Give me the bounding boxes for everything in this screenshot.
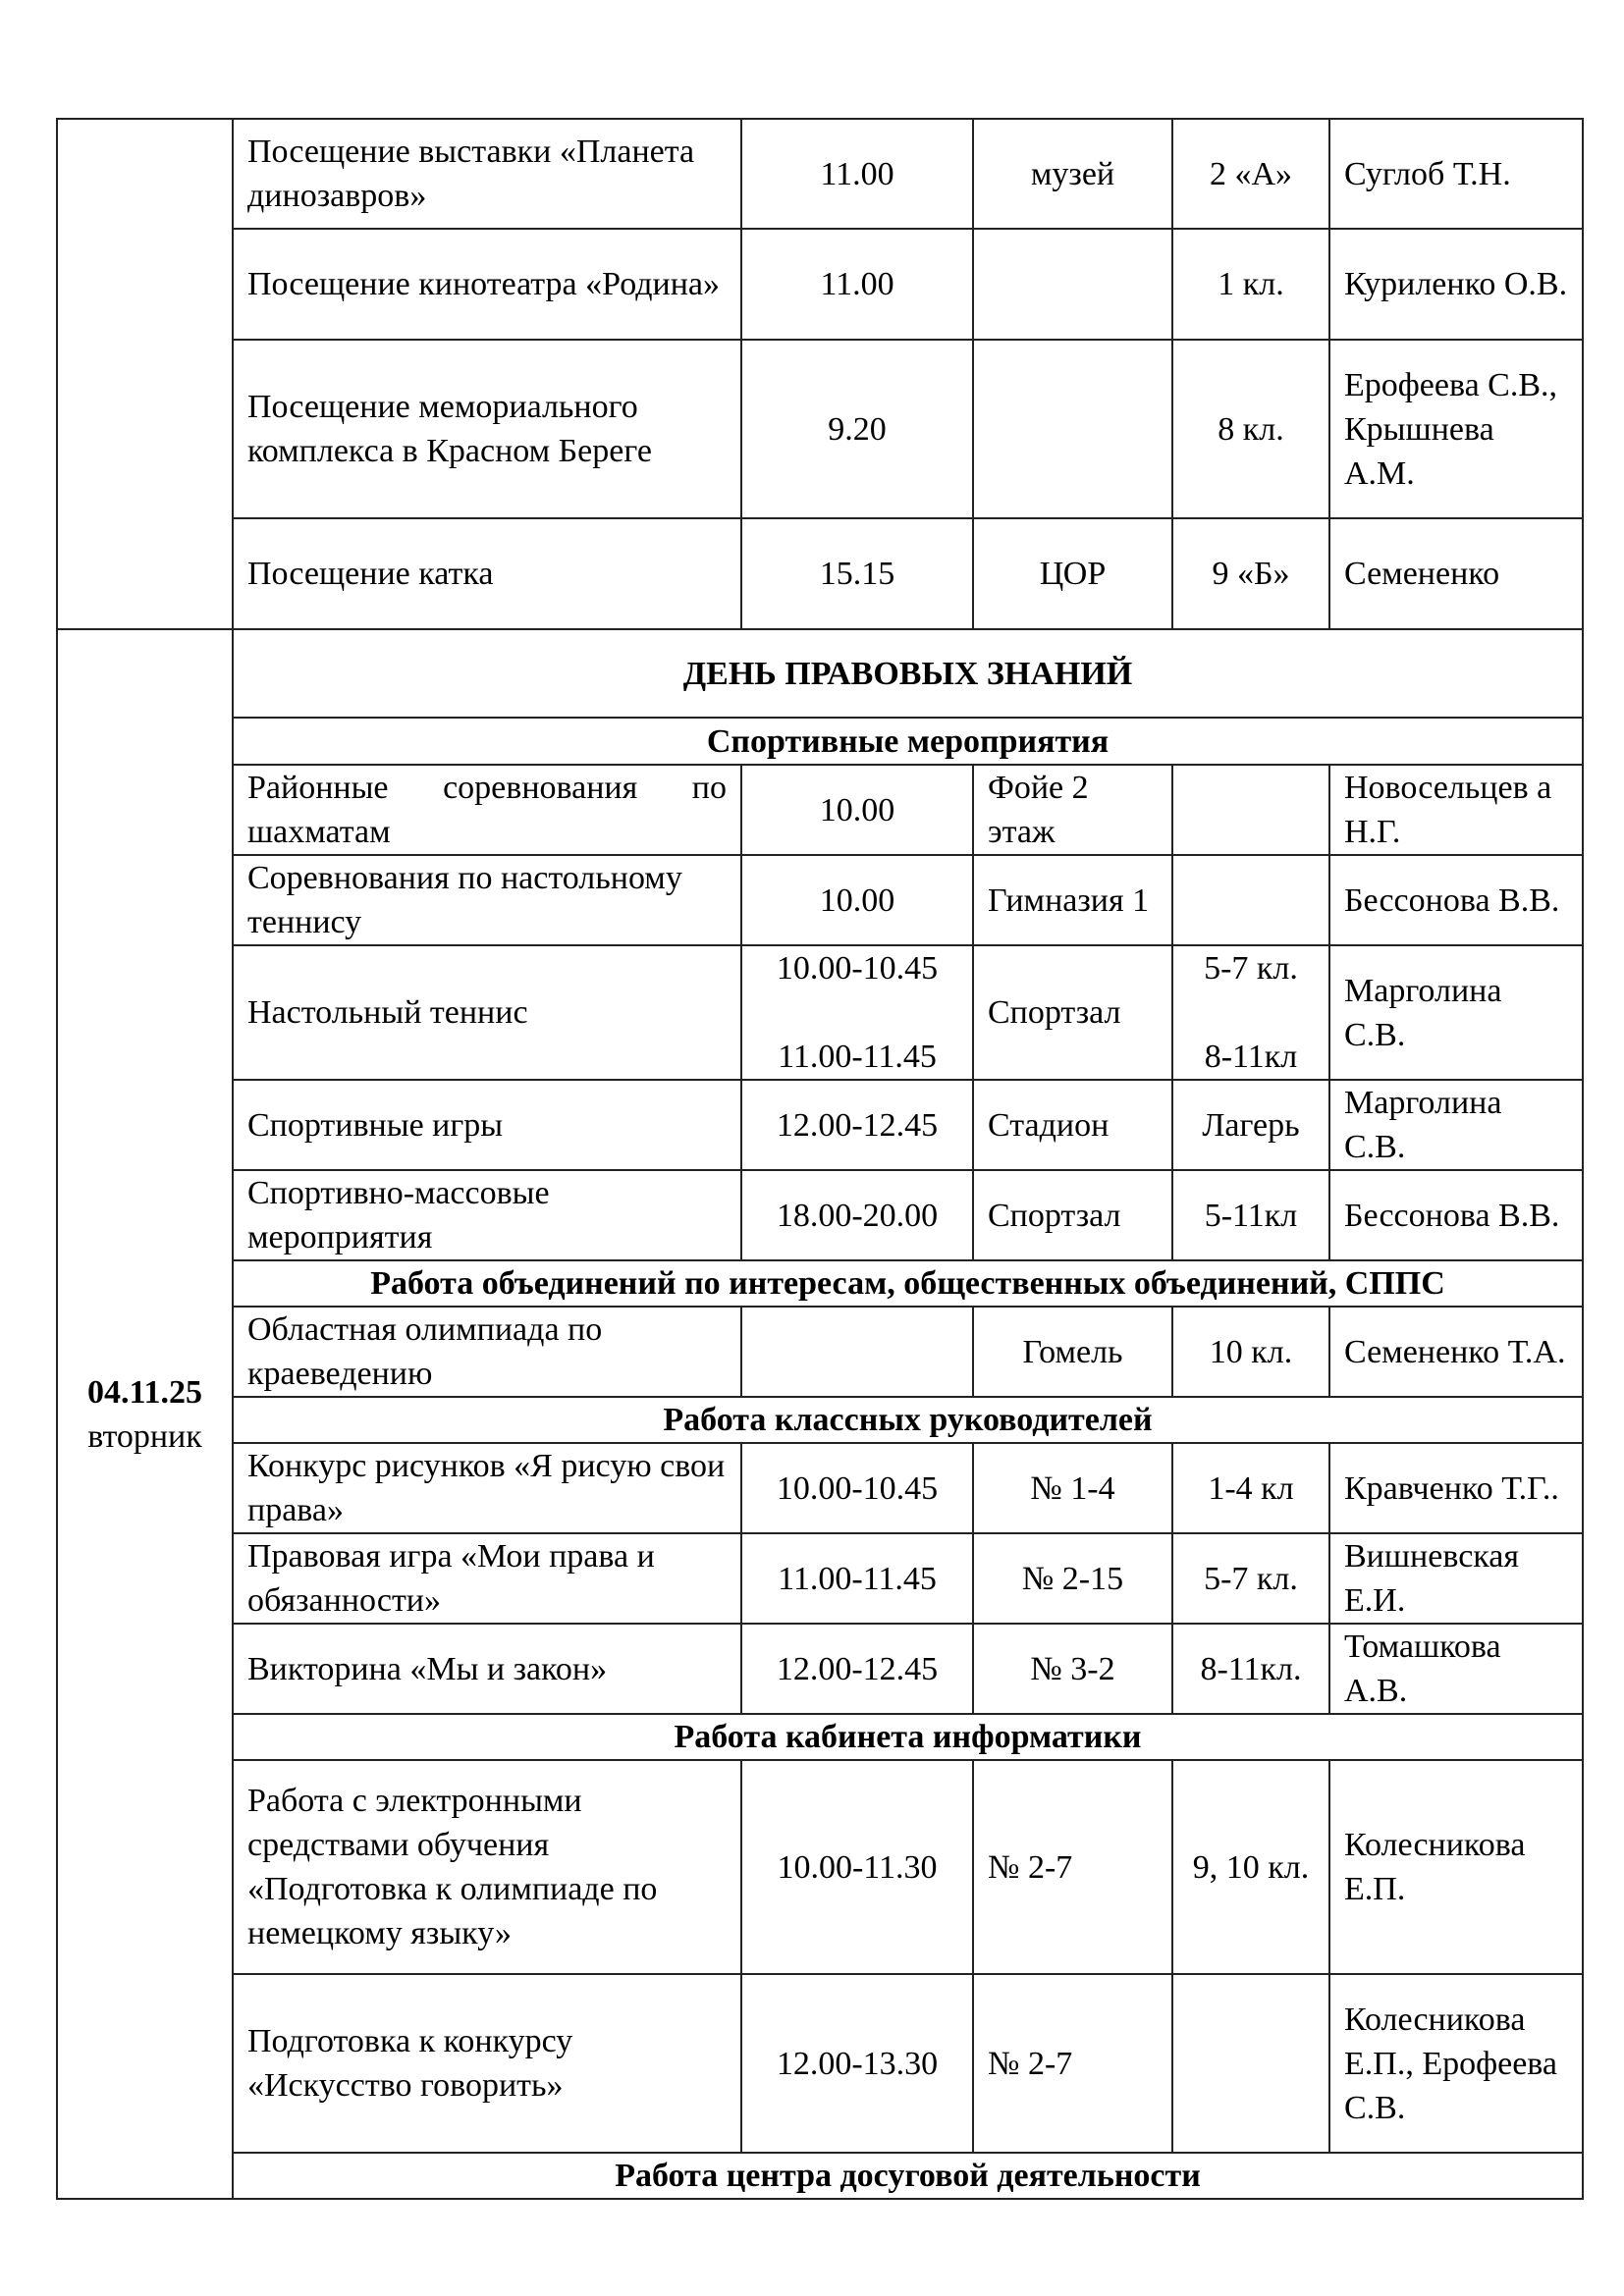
- time-cell: 12.00-12.45: [741, 1624, 973, 1714]
- class-cell: 8 кл.: [1172, 340, 1329, 518]
- class-cell: Лагерь: [1172, 1080, 1329, 1170]
- responsible-cell: Ерофеева С.В., Крышнева А.М.: [1329, 340, 1583, 518]
- responsible-cell: Колесникова Е.П.: [1329, 1760, 1583, 1974]
- time-cell: 10.00: [741, 855, 973, 945]
- place-cell: № 2-15: [973, 1533, 1172, 1624]
- time-cell: 11.00: [741, 119, 973, 229]
- class-cell: 5-11кл: [1172, 1170, 1329, 1260]
- time-cell: 10.00-11.30: [741, 1760, 973, 1974]
- event-cell: Подготовка к конкурсу «Искусство говорить»: [233, 1974, 741, 2153]
- place-cell: № 1-4: [973, 1443, 1172, 1533]
- date-cell-empty: [57, 119, 233, 629]
- place-cell: Стадион: [973, 1080, 1172, 1170]
- responsible-cell: Суглоб Т.Н.: [1329, 119, 1583, 229]
- responsible-cell: Новосельцев а Н.Г.: [1329, 765, 1583, 855]
- event-cell: Соревнования по настольному теннису: [233, 855, 741, 945]
- time-cell: 11.00-11.45: [741, 1533, 973, 1624]
- place-cell: Гомель: [973, 1307, 1172, 1397]
- section-title: Работа объединений по интересам, общественных объединений, СППС: [233, 1260, 1583, 1307]
- class-cell: 2 «А»: [1172, 119, 1329, 229]
- section-title: Работа кабинета информатики: [233, 1714, 1583, 1760]
- responsible-cell: Бессонова В.В.: [1329, 855, 1583, 945]
- table-row: [57, 518, 1583, 629]
- class-cell: 5-7 кл.: [1172, 1533, 1329, 1624]
- class-cell: 9 «Б»: [1172, 518, 1329, 629]
- table-row: [57, 765, 1583, 855]
- place-cell: № 2-7: [973, 1974, 1172, 2153]
- class-cell: [1172, 765, 1329, 855]
- event-cell: Спортивно-массовые мероприятия: [233, 1170, 741, 1260]
- class-slot-1: 5-7 кл.: [1204, 950, 1298, 987]
- section-title: Работа классных руководителей: [233, 1397, 1583, 1443]
- place-cell: [973, 340, 1172, 518]
- section-title: Спортивные мероприятия: [233, 718, 1583, 765]
- section-header-row: [57, 1397, 1583, 1443]
- time-cell: [741, 1307, 973, 1397]
- class-cell: 10 кл.: [1172, 1307, 1329, 1397]
- table-row: [57, 119, 1583, 229]
- responsible-cell: Марголина С.В.: [1329, 1080, 1583, 1170]
- class-slot-2: 8-11кл: [1204, 1039, 1298, 1075]
- table-row: [57, 340, 1583, 518]
- class-cell: 8-11кл.: [1172, 1624, 1329, 1714]
- responsible-cell: Марголина С.В.: [1329, 945, 1583, 1080]
- table-row: [57, 1974, 1583, 2153]
- responsible-cell: Куриленко О.В.: [1329, 229, 1583, 340]
- section-header-row: [57, 718, 1583, 765]
- time-slot-2: 11.00-11.45: [778, 1039, 937, 1075]
- event-cell: Настольный теннис: [233, 945, 741, 1080]
- event-cell: Работа с электронными средствами обучения «Подготовка к олимпиаде по немецкому языку»: [233, 1760, 741, 1974]
- event-cell: Правовая игра «Мои права и обязанности»: [233, 1533, 741, 1624]
- event-cell: Посещение выставки «Планета динозавров»: [233, 119, 741, 229]
- section-header-row: [57, 2153, 1583, 2199]
- table-row: [57, 945, 1583, 1080]
- place-cell: Гимназия 1: [973, 855, 1172, 945]
- time-cell: 9.20: [741, 340, 973, 518]
- time-cell: 18.00-20.00: [741, 1170, 973, 1260]
- class-cell: [1172, 1974, 1329, 2153]
- time-cell: 12.00-13.30: [741, 1974, 973, 2153]
- day-title: ДЕНЬ ПРАВОВЫХ ЗНАНИЙ: [233, 629, 1583, 718]
- place-cell: [973, 229, 1172, 340]
- event-cell: Областная олимпиада по краеведению: [233, 1307, 741, 1397]
- table-row: [57, 1533, 1583, 1624]
- class-cell: 1-4 кл: [1172, 1443, 1329, 1533]
- table-row: [57, 229, 1583, 340]
- event-cell: Посещение мемориального комплекса в Красном Береге: [233, 340, 741, 518]
- time-cell: 11.00: [741, 229, 973, 340]
- day-title-row: [57, 629, 1583, 718]
- place-cell: музей: [973, 119, 1172, 229]
- date-label: 04.11.25: [86, 1373, 203, 1411]
- class-cell: 9, 10 кл.: [1172, 1760, 1329, 1974]
- responsible-cell: Вишневская Е.И.: [1329, 1533, 1583, 1624]
- section-header-row: [57, 1260, 1583, 1307]
- time-cell: 15.15: [741, 518, 973, 629]
- time-cell: 10.00: [741, 765, 973, 855]
- table-row: [57, 1624, 1583, 1714]
- event-cell: Районные соревнования по шахматам: [233, 765, 741, 855]
- section-title: Работа центра досуговой деятельности: [233, 2153, 1583, 2199]
- section-header-row: [57, 1714, 1583, 1760]
- event-cell: Спортивные игры: [233, 1080, 741, 1170]
- place-cell: ЦОР: [973, 518, 1172, 629]
- table-row: [57, 855, 1583, 945]
- responsible-cell: Колесникова Е.П., Ерофеева С.В.: [1329, 1974, 1583, 2153]
- place-cell: № 3-2: [973, 1624, 1172, 1714]
- time-slot-1: 10.00-10.45: [776, 950, 939, 987]
- event-cell: Посещение катка: [233, 518, 741, 629]
- place-cell: Спортзал: [973, 1170, 1172, 1260]
- time-cell: [741, 945, 973, 1080]
- responsible-cell: Томашкова А.В.: [1329, 1624, 1583, 1714]
- date-cell: [57, 629, 233, 2199]
- class-cell: [1172, 855, 1329, 945]
- table-row: [57, 1443, 1583, 1533]
- table-row: [57, 1760, 1583, 1974]
- event-cell: Викторина «Мы и закон»: [233, 1624, 741, 1714]
- responsible-cell: Кравченко Т.Г..: [1329, 1443, 1583, 1533]
- schedule-table: [56, 118, 1584, 2200]
- event-cell: Посещение кинотеатра «Родина»: [233, 229, 741, 340]
- table-row: [57, 1307, 1583, 1397]
- place-cell: Спортзал: [973, 945, 1172, 1080]
- table-row: [57, 1080, 1583, 1170]
- responsible-cell: Семененко Т.А.: [1329, 1307, 1583, 1397]
- responsible-cell: Бессонова В.В.: [1329, 1170, 1583, 1260]
- responsible-cell: Семененко: [1329, 518, 1583, 629]
- class-cell: 1 кл.: [1172, 229, 1329, 340]
- table-row: [57, 1170, 1583, 1260]
- time-cell: 10.00-10.45: [741, 1443, 973, 1533]
- time-cell: 12.00-12.45: [741, 1080, 973, 1170]
- place-cell: Фойе 2 этаж: [973, 765, 1172, 855]
- weekday-label: вторник: [87, 1417, 202, 1455]
- event-cell: Конкурс рисунков «Я рисую свои права»: [233, 1443, 741, 1533]
- place-cell: № 2-7: [973, 1760, 1172, 1974]
- class-cell: [1172, 945, 1329, 1080]
